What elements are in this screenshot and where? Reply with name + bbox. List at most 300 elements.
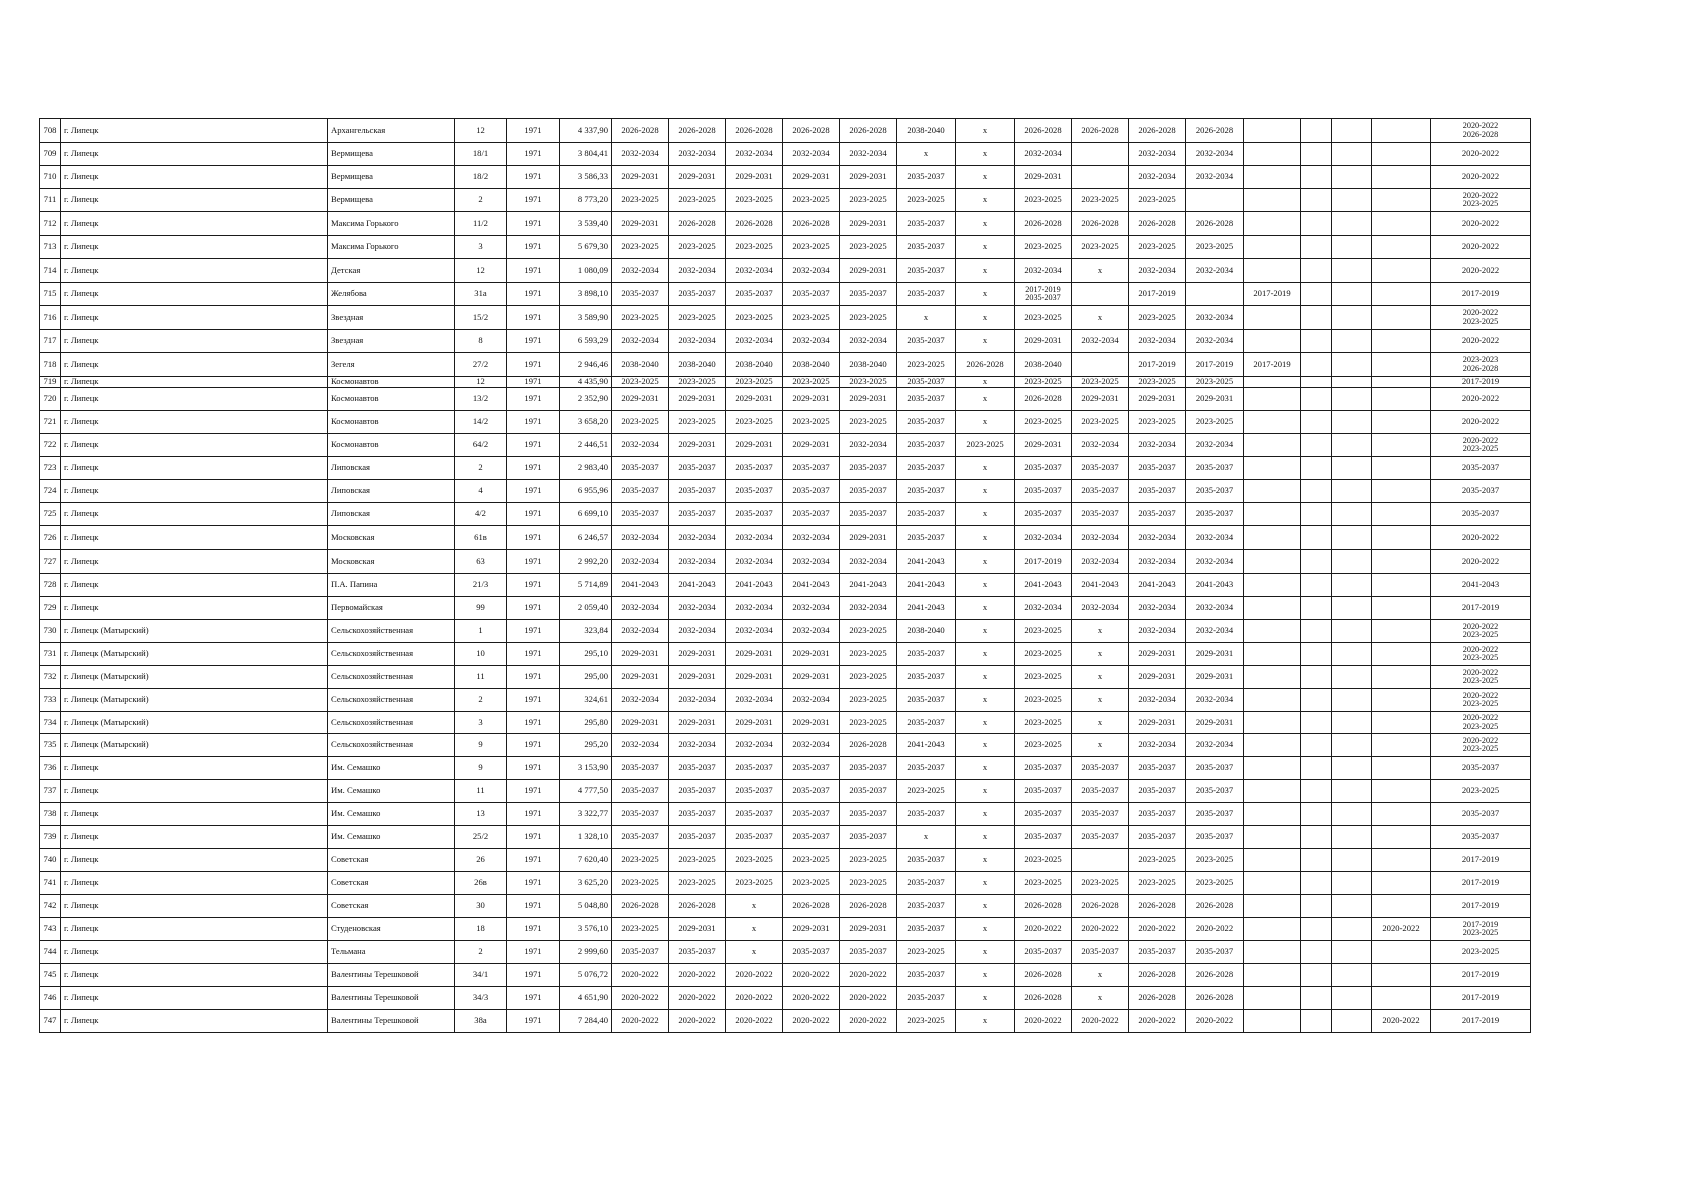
period-cell-13 bbox=[1301, 689, 1332, 712]
period-cell-15 bbox=[1372, 550, 1431, 574]
period-cell-1: 2032-2034 bbox=[612, 259, 669, 283]
period-cell-9: 2035-2037 bbox=[1072, 826, 1129, 849]
period-cell-5: 2029-2031 bbox=[840, 526, 897, 550]
period-cell-12 bbox=[1244, 377, 1301, 388]
period-cell-11: 2041-2043 bbox=[1186, 574, 1244, 597]
city-cell: г. Липецк (Матырский) bbox=[61, 712, 328, 734]
period-cell-12 bbox=[1244, 826, 1301, 849]
period-cell-2: 2041-2043 bbox=[669, 574, 726, 597]
period-cell-14 bbox=[1332, 597, 1372, 620]
period-cell-9: 2035-2037 bbox=[1072, 780, 1129, 803]
street-cell: Валентины Терешковой bbox=[328, 1010, 455, 1033]
city-cell: г. Липецк bbox=[61, 189, 328, 212]
period-cell-16: 2017-2019 bbox=[1431, 895, 1531, 918]
period-cell-10: 2017-2019 bbox=[1129, 353, 1186, 377]
year-cell: 1971 bbox=[507, 480, 560, 503]
period-cell-15 bbox=[1372, 689, 1431, 712]
period-cell-10: 2035-2037 bbox=[1129, 803, 1186, 826]
period-cell-5: 2035-2037 bbox=[840, 780, 897, 803]
period-cell-8: 2035-2037 bbox=[1015, 826, 1072, 849]
period-cell-16: 2035-2037 bbox=[1431, 803, 1531, 826]
period-cell-8: 2017-2019 2035-2037 bbox=[1015, 283, 1072, 306]
period-cell-16: 2020-2022 bbox=[1431, 259, 1531, 283]
period-cell-5: 2032-2034 bbox=[840, 330, 897, 353]
period-cell-9: x bbox=[1072, 259, 1129, 283]
period-cell-7: x bbox=[956, 259, 1015, 283]
period-cell-3: 2035-2037 bbox=[726, 283, 783, 306]
house-cell: 2 bbox=[455, 689, 507, 712]
period-cell-16: 2017-2019 bbox=[1431, 597, 1531, 620]
period-cell-15 bbox=[1372, 189, 1431, 212]
period-cell-10: 2020-2022 bbox=[1129, 918, 1186, 941]
period-cell-16: 2017-2019 bbox=[1431, 377, 1531, 388]
period-cell-1: 2032-2034 bbox=[612, 620, 669, 643]
period-cell-3: 2035-2037 bbox=[726, 757, 783, 780]
period-cell-4: 2032-2034 bbox=[783, 526, 840, 550]
period-cell-15 bbox=[1372, 780, 1431, 803]
city-cell: г. Липецк bbox=[61, 550, 328, 574]
row-number: 739 bbox=[40, 826, 61, 849]
period-cell-7: x bbox=[956, 283, 1015, 306]
period-cell-2: 2032-2034 bbox=[669, 143, 726, 166]
city-cell: г. Липецк bbox=[61, 803, 328, 826]
table-row bbox=[40, 803, 1531, 826]
period-cell-13 bbox=[1301, 734, 1332, 757]
period-cell-1: 2035-2037 bbox=[612, 480, 669, 503]
period-cell-5: 2023-2025 bbox=[840, 712, 897, 734]
period-cell-8: 2032-2034 bbox=[1015, 526, 1072, 550]
period-cell-5: 2023-2025 bbox=[840, 849, 897, 872]
row-number: 741 bbox=[40, 872, 61, 895]
street-cell: Липовская bbox=[328, 480, 455, 503]
row-number: 728 bbox=[40, 574, 61, 597]
period-cell-5: 2029-2031 bbox=[840, 388, 897, 411]
period-cell-1: 2023-2025 bbox=[612, 236, 669, 259]
city-cell: г. Липецк bbox=[61, 941, 328, 964]
period-cell-1: 2032-2034 bbox=[612, 734, 669, 757]
table-row bbox=[40, 550, 1531, 574]
period-cell-6: 2023-2025 bbox=[897, 353, 956, 377]
period-cell-14 bbox=[1332, 550, 1372, 574]
row-number: 725 bbox=[40, 503, 61, 526]
period-cell-15 bbox=[1372, 757, 1431, 780]
period-cell-9 bbox=[1072, 353, 1129, 377]
row-number: 737 bbox=[40, 780, 61, 803]
area-cell: 1 080,09 bbox=[560, 259, 612, 283]
period-cell-3: 2029-2031 bbox=[726, 712, 783, 734]
period-cell-4: 2032-2034 bbox=[783, 620, 840, 643]
period-cell-2: 2032-2034 bbox=[669, 550, 726, 574]
street-cell: Советская bbox=[328, 872, 455, 895]
table-row bbox=[40, 918, 1531, 941]
period-cell-11: 2032-2034 bbox=[1186, 306, 1244, 330]
row-number: 719 bbox=[40, 377, 61, 388]
period-cell-7: x bbox=[956, 918, 1015, 941]
period-cell-13 bbox=[1301, 189, 1332, 212]
period-cell-6: 2035-2037 bbox=[897, 987, 956, 1010]
period-cell-4: 2032-2034 bbox=[783, 597, 840, 620]
table-row bbox=[40, 643, 1531, 666]
period-cell-12 bbox=[1244, 189, 1301, 212]
table-body bbox=[40, 119, 1531, 1033]
period-cell-1: 2023-2025 bbox=[612, 306, 669, 330]
period-cell-2: 2023-2025 bbox=[669, 849, 726, 872]
street-cell: Московская bbox=[328, 550, 455, 574]
period-cell-12 bbox=[1244, 666, 1301, 689]
year-cell: 1971 bbox=[507, 1010, 560, 1033]
period-cell-15 bbox=[1372, 734, 1431, 757]
period-cell-16: 2017-2019 bbox=[1431, 283, 1531, 306]
period-cell-4: 2023-2025 bbox=[783, 872, 840, 895]
period-cell-4: 2020-2022 bbox=[783, 1010, 840, 1033]
period-cell-10: 2041-2043 bbox=[1129, 574, 1186, 597]
house-cell: 15/2 bbox=[455, 306, 507, 330]
house-cell: 13 bbox=[455, 803, 507, 826]
period-cell-7: x bbox=[956, 503, 1015, 526]
period-cell-12 bbox=[1244, 434, 1301, 457]
period-cell-13 bbox=[1301, 643, 1332, 666]
period-cell-7: x bbox=[956, 574, 1015, 597]
period-cell-14 bbox=[1332, 666, 1372, 689]
period-cell-16: 2020-2022 bbox=[1431, 212, 1531, 236]
period-cell-10: 2026-2028 bbox=[1129, 964, 1186, 987]
city-cell: г. Липецк bbox=[61, 780, 328, 803]
period-cell-9: x bbox=[1072, 712, 1129, 734]
period-cell-8: 2023-2025 bbox=[1015, 849, 1072, 872]
city-cell: г. Липецк bbox=[61, 1010, 328, 1033]
year-cell: 1971 bbox=[507, 780, 560, 803]
period-cell-12 bbox=[1244, 259, 1301, 283]
period-cell-1: 2026-2028 bbox=[612, 895, 669, 918]
table-row bbox=[40, 388, 1531, 411]
period-cell-4: 2035-2037 bbox=[783, 480, 840, 503]
period-cell-2: 2020-2022 bbox=[669, 987, 726, 1010]
period-cell-12 bbox=[1244, 330, 1301, 353]
period-cell-9: x bbox=[1072, 689, 1129, 712]
period-cell-7: x bbox=[956, 849, 1015, 872]
area-cell: 7 620,40 bbox=[560, 849, 612, 872]
area-cell: 4 651,90 bbox=[560, 987, 612, 1010]
period-cell-13 bbox=[1301, 941, 1332, 964]
period-cell-6: 2035-2037 bbox=[897, 689, 956, 712]
table-row bbox=[40, 377, 1531, 388]
area-cell: 3 625,20 bbox=[560, 872, 612, 895]
period-cell-9: x bbox=[1072, 964, 1129, 987]
area-cell: 295,10 bbox=[560, 643, 612, 666]
period-cell-13 bbox=[1301, 388, 1332, 411]
period-cell-14 bbox=[1332, 212, 1372, 236]
table-row bbox=[40, 119, 1531, 143]
period-cell-14 bbox=[1332, 803, 1372, 826]
period-cell-15 bbox=[1372, 872, 1431, 895]
period-cell-16: 2020-2022 bbox=[1431, 330, 1531, 353]
period-cell-3: 2023-2025 bbox=[726, 306, 783, 330]
city-cell: г. Липецк bbox=[61, 377, 328, 388]
period-cell-6: 2023-2025 bbox=[897, 941, 956, 964]
year-cell: 1971 bbox=[507, 550, 560, 574]
period-cell-3: 2023-2025 bbox=[726, 236, 783, 259]
period-cell-7: x bbox=[956, 388, 1015, 411]
period-cell-6: 2035-2037 bbox=[897, 895, 956, 918]
period-cell-1: 2029-2031 bbox=[612, 666, 669, 689]
street-cell: Липовская bbox=[328, 503, 455, 526]
period-cell-7: x bbox=[956, 666, 1015, 689]
period-cell-12 bbox=[1244, 872, 1301, 895]
street-cell: Тельмана bbox=[328, 941, 455, 964]
area-cell: 2 059,40 bbox=[560, 597, 612, 620]
period-cell-6: x bbox=[897, 143, 956, 166]
period-cell-10: 2035-2037 bbox=[1129, 941, 1186, 964]
year-cell: 1971 bbox=[507, 330, 560, 353]
row-number: 732 bbox=[40, 666, 61, 689]
period-cell-11: 2035-2037 bbox=[1186, 757, 1244, 780]
period-cell-13 bbox=[1301, 457, 1332, 480]
house-cell: 3 bbox=[455, 712, 507, 734]
area-cell: 3 322,77 bbox=[560, 803, 612, 826]
year-cell: 1971 bbox=[507, 353, 560, 377]
period-cell-6: 2035-2037 bbox=[897, 526, 956, 550]
period-cell-10: 2032-2034 bbox=[1129, 434, 1186, 457]
period-cell-1: 2023-2025 bbox=[612, 849, 669, 872]
city-cell: г. Липецк (Матырский) bbox=[61, 643, 328, 666]
city-cell: г. Липецк bbox=[61, 872, 328, 895]
house-cell: 4 bbox=[455, 480, 507, 503]
period-cell-9: 2023-2025 bbox=[1072, 411, 1129, 434]
period-cell-16: 2020-2022 bbox=[1431, 388, 1531, 411]
house-cell: 12 bbox=[455, 259, 507, 283]
period-cell-11: 2017-2019 bbox=[1186, 353, 1244, 377]
row-number: 718 bbox=[40, 353, 61, 377]
city-cell: г. Липецк bbox=[61, 457, 328, 480]
period-cell-1: 2035-2037 bbox=[612, 803, 669, 826]
period-cell-2: 2035-2037 bbox=[669, 480, 726, 503]
period-cell-6: 2035-2037 bbox=[897, 166, 956, 189]
city-cell: г. Липецк bbox=[61, 259, 328, 283]
year-cell: 1971 bbox=[507, 964, 560, 987]
period-cell-13 bbox=[1301, 503, 1332, 526]
house-cell: 63 bbox=[455, 550, 507, 574]
period-cell-7: x bbox=[956, 457, 1015, 480]
table-row bbox=[40, 330, 1531, 353]
period-cell-4: 2029-2031 bbox=[783, 434, 840, 457]
period-cell-7: x bbox=[956, 330, 1015, 353]
period-cell-6: 2023-2025 bbox=[897, 1010, 956, 1033]
period-cell-13 bbox=[1301, 550, 1332, 574]
area-cell: 5 076,72 bbox=[560, 964, 612, 987]
period-cell-6: 2035-2037 bbox=[897, 411, 956, 434]
period-cell-16: 2017-2019 2023-2025 bbox=[1431, 918, 1531, 941]
city-cell: г. Липецк bbox=[61, 212, 328, 236]
period-cell-6: 2035-2037 bbox=[897, 377, 956, 388]
period-cell-3: x bbox=[726, 895, 783, 918]
year-cell: 1971 bbox=[507, 526, 560, 550]
period-cell-6: x bbox=[897, 826, 956, 849]
year-cell: 1971 bbox=[507, 377, 560, 388]
period-cell-15 bbox=[1372, 941, 1431, 964]
area-cell: 295,20 bbox=[560, 734, 612, 757]
period-cell-13 bbox=[1301, 826, 1332, 849]
row-number: 713 bbox=[40, 236, 61, 259]
period-cell-7: x bbox=[956, 895, 1015, 918]
period-cell-7: x bbox=[956, 780, 1015, 803]
period-cell-13 bbox=[1301, 283, 1332, 306]
period-cell-15 bbox=[1372, 643, 1431, 666]
period-cell-3: 2035-2037 bbox=[726, 826, 783, 849]
period-cell-14 bbox=[1332, 689, 1372, 712]
period-cell-7: x bbox=[956, 826, 1015, 849]
period-cell-5: 2035-2037 bbox=[840, 826, 897, 849]
period-cell-5: 2020-2022 bbox=[840, 987, 897, 1010]
street-cell: Космонавтов bbox=[328, 388, 455, 411]
period-cell-10: 2023-2025 bbox=[1129, 411, 1186, 434]
period-cell-1: 2023-2025 bbox=[612, 872, 669, 895]
table-row bbox=[40, 526, 1531, 550]
period-cell-6: 2035-2037 bbox=[897, 712, 956, 734]
period-cell-7: x bbox=[956, 803, 1015, 826]
table-row bbox=[40, 353, 1531, 377]
period-cell-12 bbox=[1244, 550, 1301, 574]
period-cell-10: 2032-2034 bbox=[1129, 330, 1186, 353]
period-cell-1: 2035-2037 bbox=[612, 941, 669, 964]
period-cell-9 bbox=[1072, 849, 1129, 872]
period-cell-15 bbox=[1372, 306, 1431, 330]
row-number: 720 bbox=[40, 388, 61, 411]
period-cell-1: 2032-2034 bbox=[612, 330, 669, 353]
period-cell-15 bbox=[1372, 330, 1431, 353]
period-cell-4: 2023-2025 bbox=[783, 849, 840, 872]
period-cell-9: x bbox=[1072, 620, 1129, 643]
row-number: 724 bbox=[40, 480, 61, 503]
period-cell-4: 2035-2037 bbox=[783, 503, 840, 526]
period-cell-5: 2023-2025 bbox=[840, 643, 897, 666]
period-cell-2: 2032-2034 bbox=[669, 597, 726, 620]
house-cell: 64/2 bbox=[455, 434, 507, 457]
period-cell-10: 2023-2025 bbox=[1129, 849, 1186, 872]
city-cell: г. Липецк bbox=[61, 480, 328, 503]
period-cell-16: 2020-2022 bbox=[1431, 236, 1531, 259]
period-cell-4: 2032-2034 bbox=[783, 689, 840, 712]
street-cell: Им. Семашко bbox=[328, 757, 455, 780]
period-cell-1: 2023-2025 bbox=[612, 918, 669, 941]
period-cell-7: 2026-2028 bbox=[956, 353, 1015, 377]
period-cell-12 bbox=[1244, 712, 1301, 734]
period-cell-6: 2035-2037 bbox=[897, 212, 956, 236]
period-cell-1: 2029-2031 bbox=[612, 712, 669, 734]
table-row bbox=[40, 895, 1531, 918]
period-cell-2: 2029-2031 bbox=[669, 388, 726, 411]
period-cell-8: 2029-2031 bbox=[1015, 434, 1072, 457]
period-cell-8: 2035-2037 bbox=[1015, 780, 1072, 803]
period-cell-10: 2035-2037 bbox=[1129, 457, 1186, 480]
period-cell-16: 2020-2022 2023-2025 bbox=[1431, 434, 1531, 457]
period-cell-4: 2035-2037 bbox=[783, 457, 840, 480]
period-cell-12 bbox=[1244, 503, 1301, 526]
period-cell-10: 2032-2034 bbox=[1129, 689, 1186, 712]
period-cell-15 bbox=[1372, 987, 1431, 1010]
area-cell: 3 586,33 bbox=[560, 166, 612, 189]
city-cell: г. Липецк (Матырский) bbox=[61, 689, 328, 712]
period-cell-4: 2032-2034 bbox=[783, 550, 840, 574]
period-cell-14 bbox=[1332, 166, 1372, 189]
house-cell: 27/2 bbox=[455, 353, 507, 377]
period-cell-13 bbox=[1301, 757, 1332, 780]
period-cell-16: 2017-2019 bbox=[1431, 849, 1531, 872]
period-cell-15 bbox=[1372, 503, 1431, 526]
street-cell: Желябова bbox=[328, 283, 455, 306]
period-cell-3: 2023-2025 bbox=[726, 411, 783, 434]
period-cell-13 bbox=[1301, 712, 1332, 734]
house-cell: 1 bbox=[455, 620, 507, 643]
street-cell: Московская bbox=[328, 526, 455, 550]
period-cell-6: 2035-2037 bbox=[897, 283, 956, 306]
period-cell-2: 2029-2031 bbox=[669, 166, 726, 189]
period-cell-4: 2035-2037 bbox=[783, 757, 840, 780]
period-cell-16: 2020-2022 bbox=[1431, 166, 1531, 189]
period-cell-10: 2032-2034 bbox=[1129, 734, 1186, 757]
period-cell-5: 2020-2022 bbox=[840, 1010, 897, 1033]
year-cell: 1971 bbox=[507, 189, 560, 212]
period-cell-12 bbox=[1244, 757, 1301, 780]
period-cell-6: x bbox=[897, 306, 956, 330]
area-cell: 6 593,29 bbox=[560, 330, 612, 353]
period-cell-16: 2020-2022 bbox=[1431, 526, 1531, 550]
period-cell-14 bbox=[1332, 872, 1372, 895]
period-cell-5: 2023-2025 bbox=[840, 411, 897, 434]
table-row bbox=[40, 849, 1531, 872]
row-number: 731 bbox=[40, 643, 61, 666]
year-cell: 1971 bbox=[507, 306, 560, 330]
year-cell: 1971 bbox=[507, 941, 560, 964]
period-cell-11: 2023-2025 bbox=[1186, 411, 1244, 434]
period-cell-6: 2035-2037 bbox=[897, 388, 956, 411]
city-cell: г. Липецк bbox=[61, 597, 328, 620]
period-cell-15 bbox=[1372, 259, 1431, 283]
period-cell-7: x bbox=[956, 377, 1015, 388]
period-cell-2: 2032-2034 bbox=[669, 689, 726, 712]
period-cell-13 bbox=[1301, 480, 1332, 503]
period-cell-12 bbox=[1244, 212, 1301, 236]
period-cell-1: 2035-2037 bbox=[612, 780, 669, 803]
period-cell-2: 2032-2034 bbox=[669, 526, 726, 550]
area-cell: 5 679,30 bbox=[560, 236, 612, 259]
period-cell-4: 2026-2028 bbox=[783, 212, 840, 236]
period-cell-7: x bbox=[956, 166, 1015, 189]
period-cell-15 bbox=[1372, 119, 1431, 143]
period-cell-16: 2035-2037 bbox=[1431, 757, 1531, 780]
period-cell-3: 2032-2034 bbox=[726, 689, 783, 712]
period-cell-16: 2017-2019 bbox=[1431, 1010, 1531, 1033]
row-number: 734 bbox=[40, 712, 61, 734]
period-cell-14 bbox=[1332, 353, 1372, 377]
area-cell: 2 999,60 bbox=[560, 941, 612, 964]
period-cell-11: 2035-2037 bbox=[1186, 457, 1244, 480]
period-cell-3: 2041-2043 bbox=[726, 574, 783, 597]
period-cell-11: 2032-2034 bbox=[1186, 166, 1244, 189]
period-cell-5: 2029-2031 bbox=[840, 259, 897, 283]
period-cell-16: 2020-2022 2023-2025 bbox=[1431, 643, 1531, 666]
period-cell-10: 2029-2031 bbox=[1129, 666, 1186, 689]
period-cell-2: 2038-2040 bbox=[669, 353, 726, 377]
period-cell-15 bbox=[1372, 434, 1431, 457]
period-cell-12 bbox=[1244, 895, 1301, 918]
street-cell: Валентины Терешковой bbox=[328, 987, 455, 1010]
period-cell-12 bbox=[1244, 574, 1301, 597]
period-cell-4: 2026-2028 bbox=[783, 895, 840, 918]
period-cell-2: 2035-2037 bbox=[669, 503, 726, 526]
city-cell: г. Липецк (Матырский) bbox=[61, 734, 328, 757]
period-cell-11: 2032-2034 bbox=[1186, 259, 1244, 283]
period-cell-3: 2023-2025 bbox=[726, 849, 783, 872]
